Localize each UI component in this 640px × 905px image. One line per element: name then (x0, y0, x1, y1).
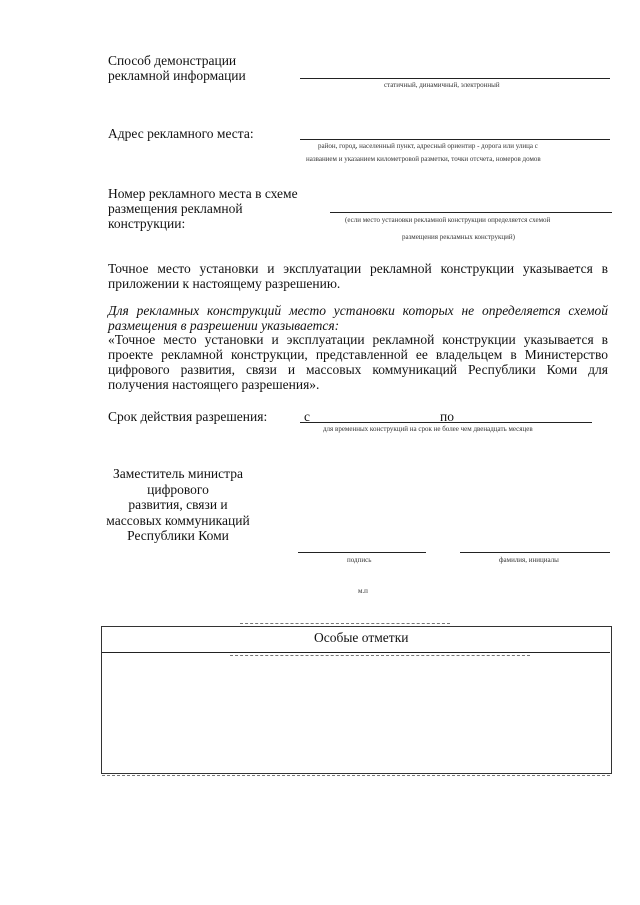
address-hint-line2: названием и указанием километровой разметки, точки отсчета, номеров домов (306, 155, 541, 163)
address-hint-line1: район, город, населенный пункт, адресный ориентир - дорога или улица с (318, 142, 538, 150)
stamp-label: м.п (358, 587, 368, 595)
exact-place-paragraph: Точное место установки и эксплуатации рекламной конструкции указывается в приложении к настоящему разрешению. (108, 261, 608, 291)
italic-note: Для рекламных конструкций место установки которых не определяется схемой размещения в разрешении указывается: (108, 303, 608, 333)
name-line (460, 552, 610, 553)
validity-from: с (304, 409, 310, 424)
place-number-label: Номер рекламного места в схеме размещения рекламной конструкции: (108, 186, 298, 231)
position-line: Заместитель министра (113, 466, 243, 481)
validity-to: по (440, 409, 454, 424)
position-line: развития, связи и (128, 497, 228, 512)
position-line: цифрового (147, 481, 209, 497)
special-notes-title: Особые отметки (314, 630, 409, 645)
validity-label: Срок действия разрешения: (108, 409, 268, 424)
special-notes-header-line (102, 652, 610, 653)
place-number-line (330, 212, 612, 213)
position-line: массовых коммуникаций (106, 512, 250, 528)
top-scan-noise (240, 623, 450, 624)
address-line (300, 139, 610, 140)
bottom-scan-noise (102, 775, 610, 776)
signature-hint: подпись (347, 556, 372, 564)
address-label: Адрес рекламного места: (108, 126, 254, 141)
validity-line (300, 422, 592, 423)
official-position (104, 466, 252, 544)
name-hint: фамилия, инициалы (499, 556, 559, 564)
position-line: Республики Коми (127, 528, 229, 543)
place-number-hint-line2: размещения рекламных конструкций) (402, 233, 515, 241)
display-method-line (300, 78, 610, 79)
header-scan-noise (230, 655, 530, 656)
special-notes-box (101, 626, 612, 774)
place-number-hint-line1: (если место установки рекламной конструкции определяется схемой (345, 216, 551, 224)
display-method-hint: статичный, динамичный, электронный (384, 81, 500, 89)
display-method-label: Способ демонстрации рекламной информации (108, 53, 246, 83)
signature-line (298, 552, 426, 553)
validity-hint: для временных конструкций на срок не более чем двенадцать месяцев (323, 425, 533, 433)
quote-paragraph: «Точное место установки и эксплуатации рекламной конструкции указывается в проекте рекламной конструкции, представленной ее владельцем в Министерство цифрового развития, связи и массовых коммуникаций Республики Коми для получения настоящего разрешения». (108, 332, 608, 392)
